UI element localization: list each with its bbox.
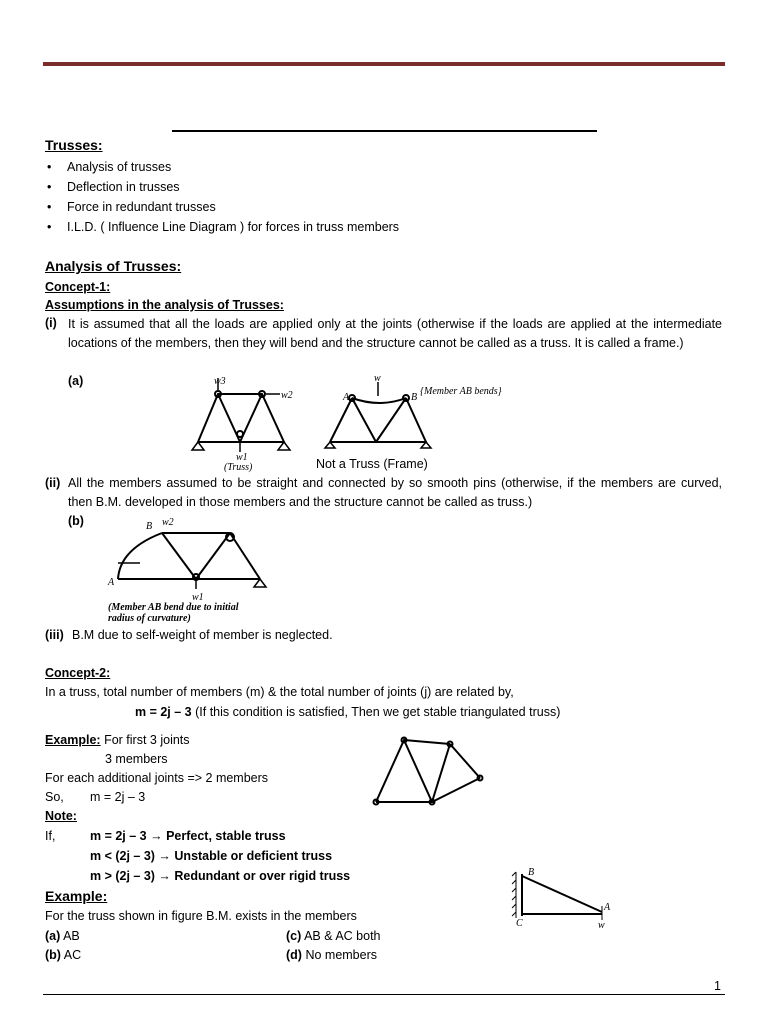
w3-label: w3 [214,376,226,387]
option-text: AC [63,948,82,962]
a-label: A [604,902,611,913]
list-item: • Deflection in trusses [45,177,645,197]
concept2-label: Concept-2: [45,666,111,680]
option-text: AB [63,929,80,943]
list-item: • I.L.D. ( Influence Line Diagram ) for forces in truss members [45,217,645,237]
if-label: If, [45,829,56,843]
note-label: Note: [45,809,77,823]
fig-b-caption-1: (Member AB bend due to initial [108,602,239,613]
option-mark: (d) [286,948,302,962]
member-note: {Member AB bends} [420,386,502,397]
option-mark: (a) [45,929,61,943]
a-label: A [108,577,115,588]
w1-label: w1 [192,592,204,603]
c-label: C [516,918,523,929]
fig-b-mark: (b) [68,514,84,528]
figure-b [100,515,300,627]
item-i-mark: (i) [45,316,57,330]
fig-b-caption-2: radius of curvature) [108,613,191,624]
top-rule [43,62,725,66]
each-additional: For each additional joints => 2 members [45,771,269,785]
cantilever-truss-figure [508,866,612,930]
w-label: w [598,920,605,931]
example-label: Example: [45,733,101,747]
example-row [45,733,190,747]
example2-heading: Example: [45,888,108,904]
w1-label: w1 [236,452,248,463]
option-c [286,929,381,943]
note-unstable: m < (2j – 3) → Unstable or deficient truss [90,849,333,863]
item-ii-text: All the members assumed to be straight and connected by so smooth pins (otherwise, if the members are curved, then B.M. developed in those members and the structure cannot be called as truss.) [68,476,722,509]
truss-diagram [198,391,284,442]
concept1-label: Concept-1: [45,280,111,294]
list-item: • Analysis of trusses [45,157,645,177]
formula: m = 2j – 3 [135,705,192,719]
triangulated-truss-figure [368,734,488,808]
so-label: So, [45,790,64,804]
option-b [45,948,81,962]
w2-label: w2 [281,390,293,401]
option-d [286,948,377,962]
option-mark: (c) [286,929,302,943]
frame-caption: Not a Truss (Frame) [316,457,428,471]
option-mark: (b) [45,948,61,962]
figure-a [180,372,502,474]
item-ii-mark: (ii) [45,476,61,490]
a-label: A [343,392,350,403]
footer-rule [43,994,725,995]
b-label: B [146,521,153,532]
so-formula: m = 2j – 3 [90,790,146,804]
option-text: AB & AC both [304,929,381,943]
concept2-line: In a truss, total number of members (m) & the total number of joints (j) are related by, [45,685,514,699]
example2-question: For the truss shown in figure B.M. exists in the members [45,909,357,923]
page-number: 1 [714,979,721,993]
truss-caption: (Truss) [224,462,253,473]
b-label: B [411,392,418,403]
assumptions-heading: Assumptions in the analysis of Trusses: [45,298,284,312]
formula-note: (If this condition is satisfied, Then we get stable triangulated truss) [195,705,561,719]
w-label: w [374,373,381,384]
option-text: No members [305,948,377,962]
concept2-formula-row [135,705,560,719]
trusses-list [45,157,645,237]
example-text: For first 3 joints [104,733,190,747]
fig-a-mark: (a) [68,374,84,388]
item-iii-mark: (iii) [45,628,64,642]
title-underline-rule [172,130,597,132]
option-a [45,929,80,943]
item-i-text: It is assumed that all the loads are applied only at the joints (otherwise if the loads are applied at the intermediate locations of the members, then they will bend and the structure cannot be called as a truss. It is called a frame.) [68,317,722,350]
trusses-heading: Trusses: [45,137,103,153]
example-members: 3 members [105,752,168,766]
analysis-heading: Analysis of Trusses: [45,258,182,274]
item-iii-text: B.M due to self-weight of member is neglected. [72,628,333,642]
w2-label: w2 [162,517,174,528]
b-label: B [528,867,535,878]
list-item: • Force in redundant trusses [45,197,645,217]
note-perfect: m = 2j – 3 → Perfect, stable truss [90,829,286,843]
note-redundant: m > (2j – 3) → Redundant or over rigid truss [90,869,351,883]
